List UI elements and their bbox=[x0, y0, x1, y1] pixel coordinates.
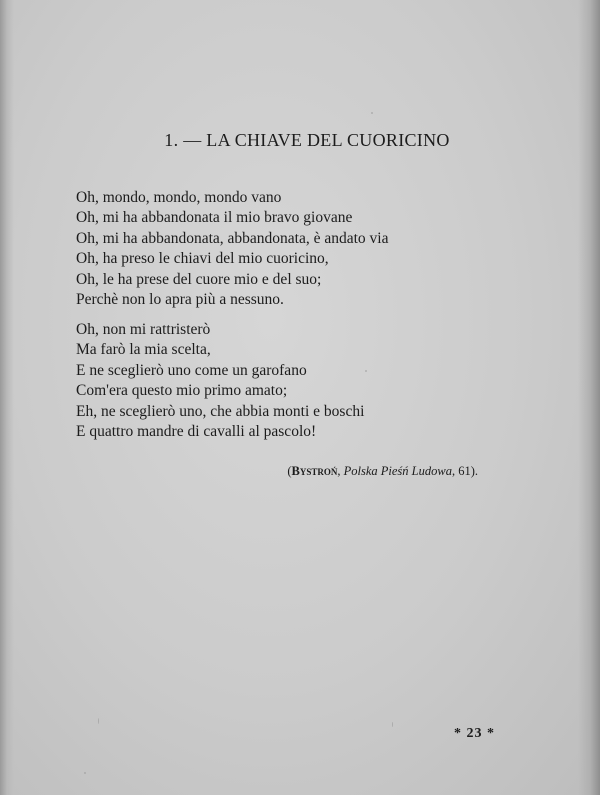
verse-line: Perchè non lo apra più a nessuno. bbox=[76, 291, 284, 309]
paper-speck bbox=[84, 772, 86, 774]
paper-speck bbox=[98, 718, 99, 724]
verse-line: Oh, le ha prese del cuore mio e del suo; bbox=[76, 270, 322, 288]
citation-rest: , 61). bbox=[451, 464, 478, 478]
citation-work: Polska Pieśń Ludowa bbox=[343, 464, 452, 478]
verse-line: Oh, mi ha abbandonata il mio bravo giovane bbox=[76, 209, 353, 227]
paper-speck bbox=[365, 370, 367, 372]
verse-line: Eh, ne sceglierò uno, che abbia monti e boschi bbox=[76, 402, 365, 420]
citation-author: Bystroń bbox=[291, 464, 338, 478]
stanza-1 bbox=[76, 188, 388, 310]
verse-line: Oh, non mi rattristerò bbox=[76, 321, 211, 338]
paper-speck bbox=[392, 722, 393, 727]
verse-line: E quattro mandre di cavalli al pascolo! bbox=[76, 423, 317, 441]
poem-title: 1. — LA CHIAVE DEL CUORICINO bbox=[164, 130, 450, 150]
citation-open: ( bbox=[287, 464, 292, 478]
page-number: * 23 * bbox=[454, 726, 495, 741]
verse-line: Com'era questo mio primo amato; bbox=[76, 382, 288, 400]
verse-line: Oh, mondo, mondo, mondo vano bbox=[76, 189, 282, 206]
page-edge-right bbox=[578, 0, 600, 795]
page-edge-left bbox=[0, 0, 14, 795]
citation-separator: , bbox=[337, 464, 344, 478]
verse-line: Ma farò la mia scelta, bbox=[76, 341, 211, 359]
verse-line: Oh, mi ha abbandonata, abbandonata, è andato via bbox=[76, 229, 389, 247]
paper-speck bbox=[371, 112, 373, 114]
stanza-2 bbox=[76, 320, 364, 442]
source-citation bbox=[287, 464, 478, 479]
verse-line: E ne sceglierò uno come un garofano bbox=[76, 361, 307, 379]
verse-line: Oh, ha preso le chiavi del mio cuoricino, bbox=[76, 250, 329, 268]
